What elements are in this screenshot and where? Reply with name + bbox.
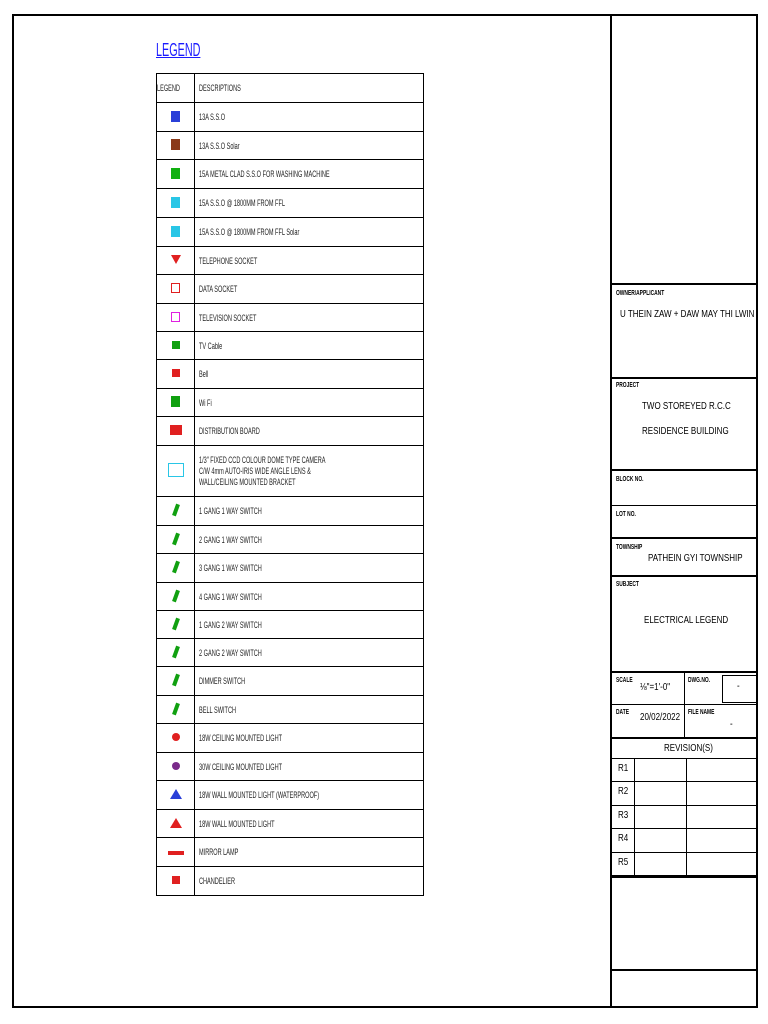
legend-description-cell [195,360,424,389]
lot-label: LOT NO. [616,511,636,518]
legend-row [157,497,424,526]
legend-description: 15A S.S.O @ 1800MM FROM FFL Solar [199,227,300,237]
date-label: DATE [616,709,629,716]
legend-symbol-cell [157,667,195,696]
legend-row [157,332,424,360]
legend-row [157,724,424,753]
township-label: TOWNSHIP [616,544,643,551]
legend-description: DISTRIBUTION BOARD [199,426,260,436]
legend-row [157,160,424,189]
legend-description: TELEVISION SOCKET [199,312,257,323]
mirror-lamp-icon [168,851,184,855]
wall-light-icon [170,818,182,828]
legend-description-cell [195,696,424,724]
switch-2g2w-icon [172,645,180,658]
legend-description-cell [195,275,424,304]
legend-description-cell [195,332,424,360]
legend-row [157,810,424,838]
legend-header-symbol [157,74,195,103]
legend-symbol-cell [157,838,195,867]
revision-label: R4 [618,833,629,845]
legend-description: 2 GANG 2 WAY SWITCH [199,647,262,658]
subject-box [612,577,758,673]
legend-description-cell [195,639,424,667]
legend-row [157,218,424,247]
revision-bottom-line [612,876,758,878]
scale-row [612,673,758,705]
legend-description-cell [195,132,424,160]
filename-label: FILE NAME [688,709,715,716]
legend-row [157,696,424,724]
socket-13a-solar-icon [171,139,180,150]
legend-description: 3 GANG 1 WAY SWITCH [199,563,262,573]
legend-description: 15A S.S.O @ 1800MM FROM FFL [199,198,286,208]
legend-description: 2 GANG 1 WAY SWITCH [199,534,262,545]
scale-divider [684,673,685,705]
legend-description-cell [195,247,424,275]
legend-symbol-cell [157,218,195,247]
owner-value: U THEIN ZAW + DAW MAY THI LWIN [620,309,755,320]
legend-description: 13A S.S.O Solar [199,140,240,151]
township-value: PATHEIN GYI TOWNSHIP [648,553,743,564]
legend-symbol-cell [157,332,195,360]
legend-symbol-cell [157,724,195,753]
lot-box [612,506,758,539]
revisions-label: REVISION(S) [664,743,713,754]
legend-symbol-cell [157,781,195,810]
legend-description-cell [195,304,424,332]
legend-symbol-cell [157,275,195,304]
legend-description: MIRROR LAMP [199,847,239,857]
legend-symbol-cell [157,360,195,389]
legend-row [157,417,424,446]
legend-row [157,103,424,132]
legend-row [157,611,424,639]
project-line1: TWO STOREYED R.C.C [642,401,731,412]
socket-15a-1800-solar-icon [171,226,180,237]
legend-symbol-cell [157,189,195,218]
legend-symbol-cell [157,247,195,275]
switch-3g1w-icon [172,561,180,574]
legend-symbol-cell [157,497,195,526]
legend-title: LEGEND [156,40,201,60]
date-value: 20/02/2022 [640,712,681,723]
legend-symbol-cell [157,417,195,446]
legend-row [157,189,424,218]
legend-description: Wi Fi [199,397,212,408]
legend-header-row [157,74,424,103]
date-divider [684,705,685,739]
legend-row [157,526,424,554]
revision-label: R3 [618,809,629,821]
date-row [612,705,758,739]
legend-description-cell [195,867,424,896]
switch-1g1w-icon [172,504,180,517]
legend-table [156,73,424,896]
legend-symbol-cell [157,132,195,160]
revision-label: R2 [618,786,629,798]
legend-header-symbol-text: LEGEND [157,83,180,93]
legend-row [157,867,424,896]
title-block [610,14,758,1008]
wall-light-waterproof-icon [170,789,182,799]
legend-symbol-cell [157,810,195,838]
legend-description: 18W WALL MOUNTED LIGHT [199,818,275,829]
legend-header-description-text: DESCRIPTIONS [199,83,241,93]
legend-description: TELEPHONE SOCKET [199,255,258,266]
legend-symbol-cell [157,583,195,611]
socket-15a-metal-clad-icon [171,168,180,179]
revision-col-divider-1 [634,759,635,876]
legend-row [157,639,424,667]
cctv-camera-icon [168,463,184,477]
legend-description: 4 GANG 1 WAY SWITCH [199,591,262,602]
legend-description: Bell [199,369,209,379]
owner-box [612,285,758,379]
legend-symbol-cell [157,639,195,667]
scale-value: ⅛"=1'-0" [640,682,671,693]
project-label: PROJECT [616,382,640,389]
block-label: BLOCK NO. [616,476,644,483]
legend-row [157,247,424,275]
legend-symbol-cell [157,753,195,781]
revision-label: R5 [618,856,629,868]
legend-description-cell [195,554,424,583]
revision-label: R1 [618,763,629,774]
switch-2g1w-icon [172,532,180,545]
titleblock-lower-line [612,969,758,971]
project-box [612,379,758,471]
legend-symbol-cell [157,304,195,332]
bell-icon [172,369,180,377]
bell-switch-icon [172,702,180,715]
dimmer-switch-icon [172,674,180,687]
legend-description: 1 GANG 1 WAY SWITCH [199,506,262,516]
project-line2: RESIDENCE BUILDING [642,426,729,437]
dwg-value: - [737,681,740,692]
legend-row [157,667,424,696]
chandelier-icon [172,876,180,884]
revision-col-divider-2 [686,759,687,876]
legend-row [157,132,424,160]
block-box [612,471,758,506]
revisions-header [612,739,758,759]
legend-row [157,446,424,497]
legend-symbol-cell [157,446,195,497]
legend-symbol-cell [157,611,195,639]
legend-description-cell [195,838,424,867]
legend-row [157,304,424,332]
legend-description: 13A S.S.O [199,112,226,122]
legend-symbol-cell [157,103,195,132]
dwg-box [722,675,757,703]
legend-description-cell [195,389,424,417]
legend-symbol-cell [157,526,195,554]
legend-description: TV Cable [199,340,223,351]
legend-header-description [195,74,424,103]
legend-description: CHANDELIER [199,876,235,886]
legend-description: 18W WALL MOUNTED LIGHT (WATERPROOF) [199,790,320,800]
wifi-icon [171,396,180,407]
switch-4g1w-icon [172,589,180,602]
legend-description: 30W CEILING MOUNTED LIGHT [199,761,283,772]
legend-symbol-cell [157,160,195,189]
legend-description-cell [195,218,424,247]
scale-label: SCALE [616,677,633,684]
legend-description-cell [195,781,424,810]
legend-description: 1/3" FIXED CCD COLOUR DOME TYPE CAMERA C/W 4mm AUTO-IRIS WIDE ANGLE LENS & WALL/CEILING MOUNTED BRACKET [199,454,326,487]
legend-description-cell [195,753,424,781]
dwg-label: DWG.NO. [688,677,711,684]
legend-description-cell [195,103,424,132]
legend-row [157,275,424,304]
legend-description: DIMMER SWITCH [199,676,246,686]
legend-description-cell [195,583,424,611]
distribution-board-icon [170,425,182,435]
legend-description: DATA SOCKET [199,284,238,294]
legend-description-cell [195,446,424,497]
legend-symbol-cell [157,696,195,724]
tv-cable-icon [172,341,180,349]
legend-row [157,554,424,583]
switch-1g2w-icon [172,617,180,630]
legend-description-cell [195,526,424,554]
legend-row [157,753,424,781]
legend-description: BELL SWITCH [199,704,237,715]
legend-symbol-cell [157,554,195,583]
legend-symbol-cell [157,867,195,896]
legend-row [157,583,424,611]
legend-description: 18W CEILING MOUNTED LIGHT [199,733,283,743]
legend-description-cell [195,611,424,639]
legend-row [157,360,424,389]
township-box [612,539,758,577]
legend-description-cell [195,160,424,189]
legend-description-cell [195,724,424,753]
legend-description: 15A METAL CLAD S.S.O FOR WASHING MACHINE [199,169,330,179]
data-socket-icon [171,283,180,293]
legend-symbol-cell [157,389,195,417]
socket-13a-icon [171,111,180,122]
legend-description-cell [195,497,424,526]
legend-description-cell [195,810,424,838]
owner-label: OWNER/APPLICANT [616,290,665,297]
filename-value: - [730,719,733,730]
telephone-socket-icon [171,255,181,264]
television-socket-icon [171,312,180,322]
legend-row [157,781,424,810]
legend-row [157,389,424,417]
legend-description-cell [195,667,424,696]
ceiling-light-30w-icon [172,762,180,770]
legend-row [157,838,424,867]
legend-description-cell [195,417,424,446]
socket-15a-1800-icon [171,197,180,208]
ceiling-light-18w-icon [172,733,180,741]
title-block-top-blank [612,14,758,285]
legend-description-cell [195,189,424,218]
subject-label: SUBJECT [616,581,639,588]
legend-description: 1 GANG 2 WAY SWITCH [199,619,262,630]
subject-value: ELECTRICAL LEGEND [644,615,729,626]
